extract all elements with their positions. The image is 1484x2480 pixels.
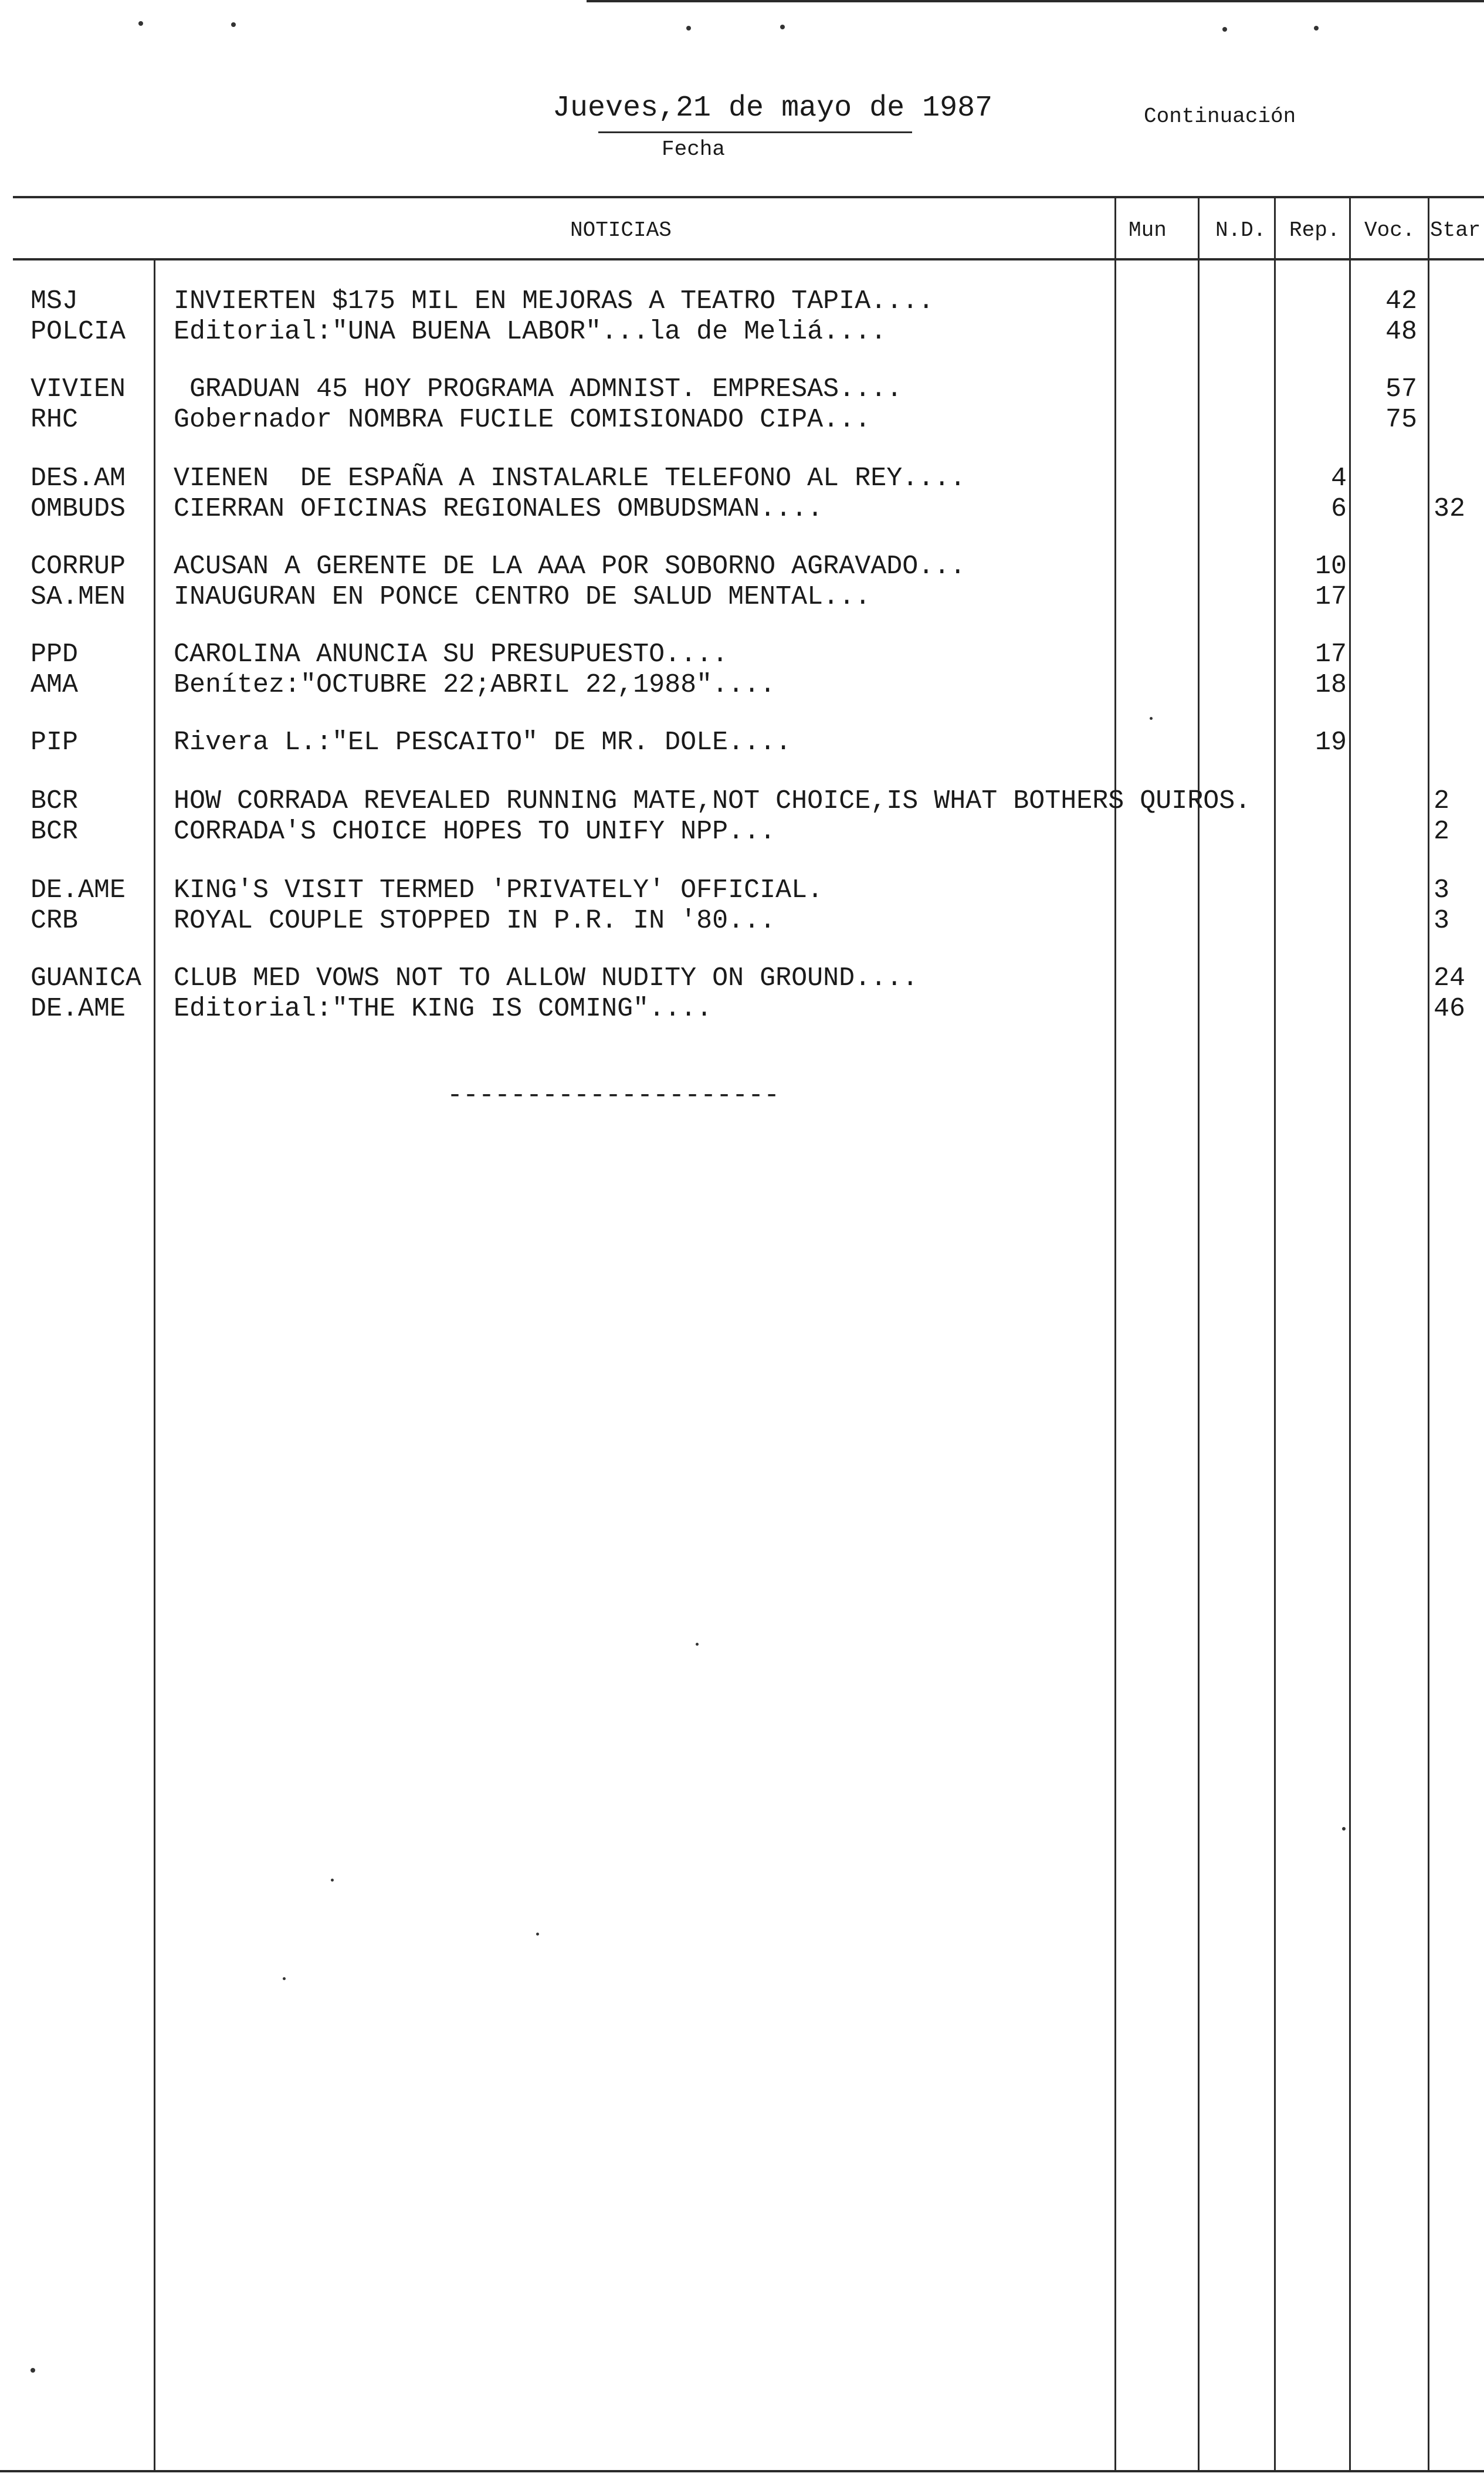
row-code: POLCIA xyxy=(31,317,126,347)
mun-column-divider xyxy=(1114,198,1116,2471)
col-header-star: Star xyxy=(1430,218,1481,242)
row-headline: HOW CORRADA REVEALED RUNNING MATE,NOT CHOICE,IS WHAT BOTHERS QUIROS. xyxy=(174,786,1251,816)
row-code: DES.AM xyxy=(31,463,126,493)
row-headline: CIERRAN OFICINAS REGIONALES OMBUDSMAN.... xyxy=(174,494,824,524)
row-headline: Editorial:"THE KING IS COMING".... xyxy=(174,994,713,1024)
date-underline xyxy=(598,131,912,133)
row-star-page: 2 xyxy=(1434,786,1450,816)
row-headline: GRADUAN 45 HOY PROGRAMA ADMNIST. EMPRESAS.... xyxy=(174,374,903,404)
col-header-noticias: NOTICIAS xyxy=(570,218,672,242)
row-voc-page: 42 xyxy=(1385,286,1417,316)
scan-speck xyxy=(696,1643,699,1646)
code-column-divider xyxy=(154,258,155,2471)
row-rep-page: 18 xyxy=(1314,670,1347,700)
row-voc-page: 48 xyxy=(1385,317,1417,347)
row-voc-page: 75 xyxy=(1385,405,1417,435)
scan-speck xyxy=(331,1879,334,1882)
date-label: Fecha xyxy=(662,137,726,161)
scan-speck xyxy=(1150,717,1153,720)
row-headline: ACUSAN A GERENTE DE LA AAA POR SOBORNO AGRAVADO... xyxy=(174,552,966,581)
row-code: OMBUDS xyxy=(31,494,126,524)
row-headline: CORRADA'S CHOICE HOPES TO UNIFY NPP... xyxy=(174,817,776,847)
row-headline: Rivera L.:"EL PESCAITO" DE MR. DOLE.... xyxy=(174,728,792,757)
scan-speck xyxy=(536,1933,539,1936)
row-headline: INAUGURAN EN PONCE CENTRO DE SALUD MENTAL... xyxy=(174,582,871,612)
row-headline: CLUB MED VOWS NOT TO ALLOW NUDITY ON GROUND.... xyxy=(174,963,919,993)
col-header-rep: Rep. xyxy=(1289,218,1340,242)
continuation-label: Continuación xyxy=(1144,104,1296,128)
nd-column-divider xyxy=(1198,198,1200,2471)
top-edge-rule xyxy=(587,0,1484,2)
row-headline: Benítez:"OCTUBRE 22;ABRIL 22,1988".... xyxy=(174,670,776,700)
row-headline: KING'S VISIT TERMED 'PRIVATELY' OFFICIAL. xyxy=(174,875,824,905)
voc-column-divider xyxy=(1349,198,1351,2471)
row-headline: VIENEN DE ESPAÑA A INSTALARLE TELEFONO AL REY.... xyxy=(174,463,966,493)
scan-speck xyxy=(780,25,785,29)
row-code: CORRUP xyxy=(31,552,126,581)
row-headline: INVIERTEN $175 MIL EN MEJORAS A TEATRO TAPIA.... xyxy=(174,286,934,316)
table-top-rule xyxy=(13,196,1484,198)
col-header-mun: Mun xyxy=(1129,218,1167,242)
row-code: RHC xyxy=(31,405,79,435)
scan-speck xyxy=(283,1977,286,1980)
scan-speck xyxy=(231,22,236,27)
row-code: DE.AME xyxy=(31,994,126,1024)
col-header-star-clip xyxy=(1430,218,1484,242)
row-rep-page: 17 xyxy=(1314,582,1347,612)
table-bottom-rule xyxy=(0,2470,1484,2472)
row-code: VIVIEN xyxy=(31,374,126,404)
row-code: BCR xyxy=(31,786,79,816)
row-code: AMA xyxy=(31,670,79,700)
col-header-voc: Voc. xyxy=(1364,218,1415,242)
scan-speck xyxy=(138,21,143,26)
row-rep-page: 17 xyxy=(1314,640,1347,669)
date-text: Jueves,21 de mayo de 1987 xyxy=(553,92,993,125)
col-header-nd: N.D. xyxy=(1215,218,1266,242)
row-star-page: 32 xyxy=(1434,494,1466,524)
row-star-page: 2 xyxy=(1434,817,1450,847)
row-rep-page: 6 xyxy=(1330,494,1347,524)
row-headline: Editorial:"UNA BUENA LABOR"...la de Meliá.... xyxy=(174,317,887,347)
scan-speck xyxy=(31,2368,35,2373)
row-headline: ROYAL COUPLE STOPPED IN P.R. IN '80... xyxy=(174,906,776,936)
row-star-page: 3 xyxy=(1434,875,1450,905)
row-rep-page: 19 xyxy=(1314,728,1347,757)
row-rep-page: 10 xyxy=(1314,552,1347,581)
scan-speck xyxy=(686,26,691,31)
scan-speck xyxy=(1314,26,1319,31)
scan-speck xyxy=(1222,27,1227,32)
table-header-rule xyxy=(13,258,1484,260)
row-star-page: 3 xyxy=(1434,906,1450,936)
row-code: PIP xyxy=(31,728,79,757)
star-column-divider xyxy=(1428,198,1429,2471)
scan-speck xyxy=(1342,1827,1346,1831)
row-code: PPD xyxy=(31,640,79,669)
row-rep-page: 4 xyxy=(1330,463,1347,493)
row-code: SA.MEN xyxy=(31,582,126,612)
row-code: BCR xyxy=(31,817,79,847)
row-headline: CAROLINA ANUNCIA SU PRESUPUESTO.... xyxy=(174,640,729,669)
row-voc-page: 57 xyxy=(1385,374,1417,404)
row-code: MSJ xyxy=(31,286,79,316)
rep-column-divider xyxy=(1274,198,1276,2471)
row-star-page: 24 xyxy=(1434,963,1466,993)
row-code: DE.AME xyxy=(31,875,126,905)
row-headline: Gobernador NOMBRA FUCILE COMISIONADO CIPA... xyxy=(174,405,871,435)
row-code: CRB xyxy=(31,906,79,936)
end-of-list-rule: --------------------- xyxy=(447,1081,780,1111)
row-star-page: 46 xyxy=(1434,994,1466,1024)
row-code: GUANICA xyxy=(31,963,142,993)
